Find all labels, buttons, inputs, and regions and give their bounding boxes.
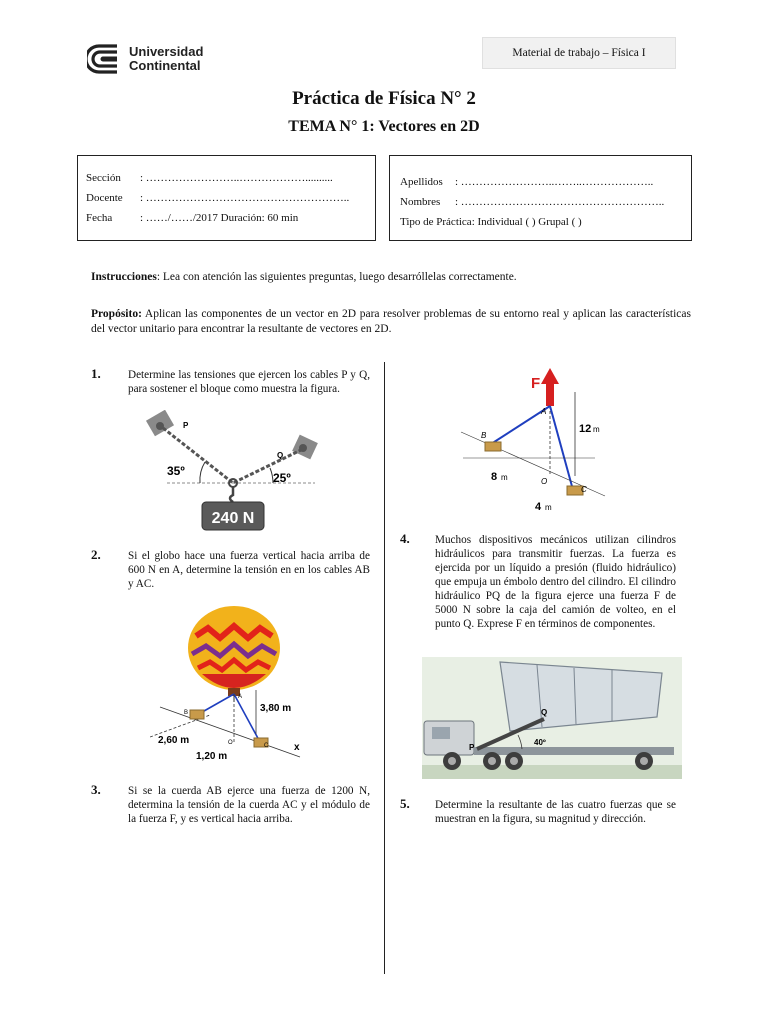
x-axis-label: x [294, 742, 300, 753]
origin-label: O [541, 477, 548, 486]
figure-4-dump-truck [422, 657, 682, 779]
question-4-text: Muchos dispositivos mecánicos utilizan cilindros hidráulicos para transmitir fuerzas. La fuerza es ejercida por un líquido a presión (fluido hidráulico) que empuja un émbolo dentro del cilindro. El cilindro hidráulico PQ de la figura ejerce una fuerza F de 5000 N sobre la caja del camión de volteo, en el punto Q. Exprese F en términos de componentes. [435, 534, 676, 630]
point-q-label: Q [541, 708, 548, 717]
instructions-label: Instrucciones [91, 271, 157, 283]
info-box-left [77, 155, 376, 241]
question-1-number: 1. [91, 366, 101, 381]
dist-b-unit: m [501, 473, 508, 482]
point-c-label: C [264, 743, 269, 749]
date-field[interactable]: : ……/……/2017 Duración: 60 min [140, 212, 299, 224]
question-2-number: 2. [91, 547, 101, 562]
dist-b-label: 2,60 m [158, 735, 190, 746]
point-p-label: P [469, 743, 475, 752]
surname-field[interactable]: : ……………………..……..……………….. [455, 176, 654, 188]
teacher-label: Docente [86, 192, 123, 204]
angle-label: 40º [534, 738, 546, 747]
point-a-label: A [238, 694, 243, 700]
instructions-text: : Lea con atención las siguientes preguntas, luego desarróllelas correctamente. [156, 271, 517, 283]
figure-3-force-system [455, 368, 615, 516]
question-1-text: Determine las tensiones que ejercen los cables P y Q, para sostener el bloque como muestra la figura. [128, 369, 370, 395]
balloon-icon [188, 606, 280, 696]
section-label: Sección [86, 172, 121, 184]
question-5-text: Determine la resultante de las cuatro fuerzas que se muestran en la figura, su magnitud y dirección. [435, 799, 676, 825]
cable-p-label: P [183, 421, 189, 430]
figure-2-balloon [150, 602, 320, 762]
page-subtitle: TEMA N° 1: Vectores en 2D [288, 118, 480, 135]
dist-c-label: 1,20 m [196, 751, 228, 762]
point-c-label: C [581, 485, 587, 494]
figure-1-hanging-block [145, 410, 325, 535]
teacher-field[interactable]: : ……………………………………………….. [140, 192, 350, 204]
instructions [91, 270, 691, 285]
info-box-right [389, 155, 692, 241]
dist-b-value: 8 [491, 471, 498, 483]
question-2-text: Si el globo hace una fuerza vertical hacia arriba de 600 N en A, determine la tensión en en los cables AB y AC. [128, 550, 370, 590]
point-b-label: B [481, 431, 487, 440]
question-4-number: 4. [400, 531, 410, 546]
question-3-number: 3. [91, 782, 101, 797]
name-label: Nombres [400, 196, 441, 208]
surname-label: Apellidos [400, 176, 443, 188]
question-5-number: 5. [400, 796, 410, 811]
section-field[interactable]: : ……………………..……………….......... [140, 172, 333, 184]
point-b-label: B [184, 710, 189, 716]
dist-c-unit: m [545, 503, 552, 512]
logo-line-1: Universidad [129, 44, 204, 59]
force-arrow-icon [541, 368, 559, 406]
weight-label: 240 N [211, 510, 255, 527]
name-field[interactable]: : ……………………………………………….. [455, 196, 665, 208]
question-3-text: Si se la cuerda AB ejerce una fuerza de 1200 N, determina la tensión de la cuerda AC y el módulo de la fuerza F, y es vertical hacia arriba. [128, 785, 370, 825]
university-logo [87, 42, 227, 76]
purpose-label: Propósito: [91, 308, 142, 320]
purpose-text: Aplican las componentes de un vector en 2D para resolver problemas de su entorno real y aplican las características del vector unitario para encontrar la resultante de vectores en 2D. [91, 308, 691, 335]
practice-type: Tipo de Práctica: Individual ( ) Grupal ( ) [400, 216, 582, 228]
page-title: Práctica de Física N° 2 [292, 88, 476, 109]
origin-label: O [228, 740, 233, 746]
angle-right-label: 25º [273, 471, 291, 485]
force-label: F [531, 375, 541, 392]
purpose [91, 307, 691, 337]
date-label: Fecha [86, 212, 113, 224]
point-a-label: A [541, 407, 547, 416]
angle-left-label: 35º [167, 464, 185, 478]
dist-c-value: 4 [535, 501, 542, 513]
logo-mark-icon [87, 42, 123, 76]
logo-line-2: Continental [129, 58, 201, 73]
height-label: 3,80 m [260, 703, 292, 714]
material-label: Material de trabajo – Física I [482, 37, 676, 69]
column-divider [384, 362, 385, 974]
cable-q-label: Q [277, 451, 284, 460]
height-value: 12 [579, 423, 592, 435]
right-anchor-icon [292, 435, 318, 460]
height-unit: m [593, 425, 600, 434]
